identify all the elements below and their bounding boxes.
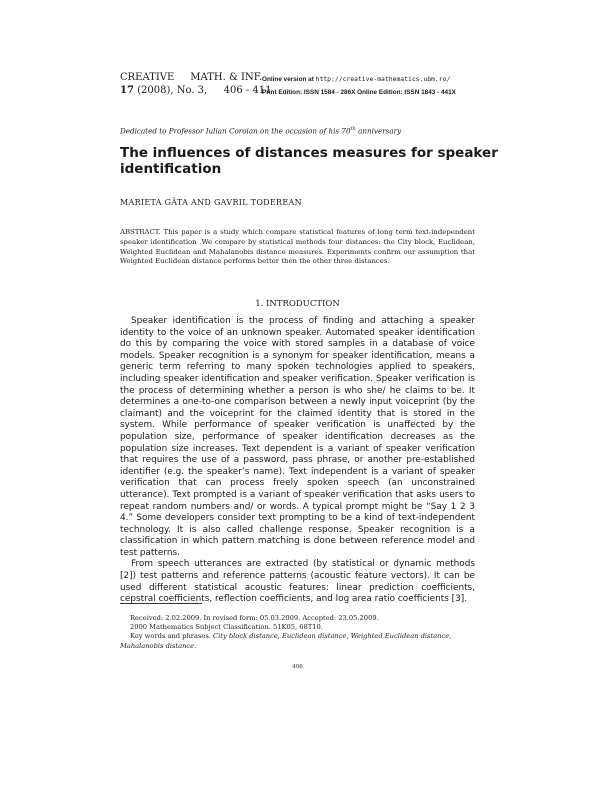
paper-title: The influences of distances measures for speaker identification — [120, 145, 498, 177]
abstract-text: This paper is a study which compare statistical features of long term text-independent speaker identification .We compare by statistical methods four distances: the City block, Euclidean, Weighted Euclidean and Mahalanobis distance measures. Experiments confirm our assumption that Weighted Euclidean distance performs better then the other three distances. — [120, 228, 475, 266]
journal-header — [120, 71, 272, 97]
volume-info: 17 (2008), No. 3, 406 - 411 — [120, 85, 272, 96]
paragraph: From speech utterances are extracted (by statistical or dynamic methods [2]) test patterns and reference patterns (acoustic feature vectors). It can be used different statistical acoustic features: linear prediction coefficients, cepstral coefficients, reflection coefficients, and log area ratio coefficients [3]. — [120, 559, 475, 605]
body-text — [120, 316, 475, 606]
footnote-rule — [120, 603, 202, 604]
keywords: Key words and phrases. City block distance, Euclidean distance, Weighted Euclidean distance, Mahalanobis distance. — [120, 632, 452, 650]
online-url-link[interactable]: http://creative-mathematics.ubm.ro/ — [315, 75, 451, 83]
received-dates: Received: 2.02.2009. In revised form: 05.03.2009. Accepted: 23.05.2009. — [130, 614, 379, 622]
footnotes — [120, 614, 475, 651]
page-number: 406 — [292, 664, 303, 670]
authors: MARIETA GÂTA AND GAVRIL TODEREAN — [120, 198, 302, 207]
dedication: Dedicated to Professor Iulian Coroian on the occasion of his 70th anniversary — [120, 126, 402, 136]
abstract — [120, 228, 475, 267]
online-version: Online version at http://creative-mathematics.ubm.ro/ — [262, 75, 451, 83]
edition-info — [262, 73, 456, 99]
section-heading: 1. INTRODUCTION — [255, 299, 340, 309]
msc-classification: 2000 Mathematics Subject Classification. 51K05, 68T10. — [130, 623, 323, 632]
issn-line: Print Edition: ISSN 1584 - 286X Online Edition: ISSN 1843 - 441X — [262, 89, 456, 96]
journal-name: CREATIVE MATH. & INF. — [120, 72, 263, 83]
paragraph: Speaker identification is the process of finding and attaching a speaker identity to the voice of an unknown speaker. Automated speaker identification do this by comparing the voice with stored samples in a database of voice models. Speaker recognition is a synonym for speaker identification, means a generic term referring to many spoken technologies applied to speakers, including speaker identification and speaker verification. Speaker verification is the process of determining whether a person is who she/ he claims to be. It determines a one-to-one comparison between a newly input voiceprint (by the claimant) and the voiceprint for the claimed identity that is stored in the system. While performance of speaker verification is unaffected by the population size, performance of speaker identification decreases as the population size increases. Text dependent is a variant of speaker verification that requires the use of a password, pass phrase, or another pre-established identifier (e.g. the speaker’s name). Text independent is a variant of speaker verification that can process freely spoken speech (an unconstrained utterance). Text prompted is a variant of speaker verification that asks users to repeat random numbers and/ or words. A typical prompt might be “Say 1 2 3 4.” Some developers consider text prompting to be a kind of text-independent technology. It is also called challenge response. Speaker recognition is a classification in which pattern matching is done between reference model and test patterns. — [120, 316, 475, 558]
abstract-label: ABSTRACT. — [120, 228, 161, 236]
